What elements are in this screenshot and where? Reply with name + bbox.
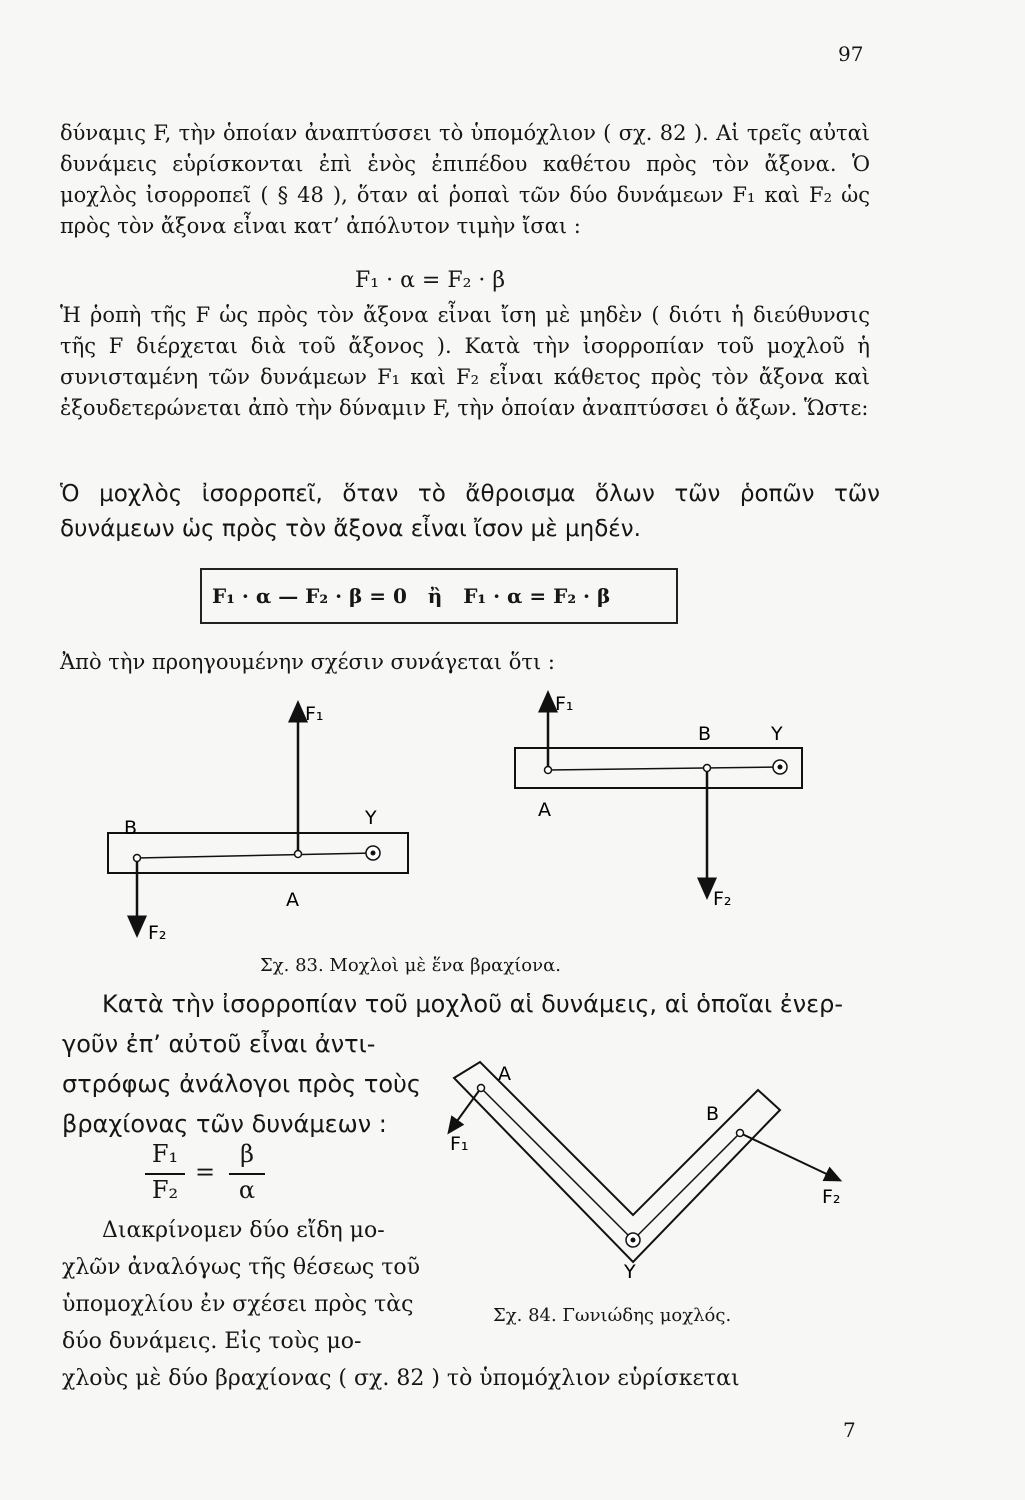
- fig84-force-f2-arrow: [740, 1133, 835, 1178]
- right-label-f1: F₁: [555, 693, 574, 715]
- right-label-a: A: [538, 799, 551, 821]
- angular-lever-bar: [454, 1062, 780, 1262]
- fig84-label-y: Y: [624, 1261, 636, 1283]
- para4-line-5: χλοὺς μὲ δύο βραχίονας ( σχ. 82 ) τὸ ὑπομόχλιον εὑρίσκεται: [62, 1366, 740, 1391]
- para4-line-4: δύο δυνάμεις. Εἰς τοὺς μο-: [62, 1329, 362, 1354]
- boxed-formula: [200, 568, 678, 624]
- paragraph-lever-forces: δύναμις F, τὴν ὁποίαν ἀναπτύσσει τὸ ὑπομόχλιον ( σχ. 82 ). Αἱ τρεῖς αὐταὶ δυνάμεις εὑρίσκονται ἐπὶ ἑνὸς ἐπιπέδου καθέτου πρὸς τὸν ἄξονα. Ὁ μοχλὸς ἰσορροπεῖ ( § 48 ), ὅταν αἱ ῥοπαὶ τῶν δύο δυνάμεων F₁ καὶ F₂ ὡς πρὸς τὸν ἄξονα εἶναι κατ’ ἀπόλυτον τιμὴν ἴσαι :: [60, 121, 870, 238]
- equilibrium-rule: Ὁ μοχλὸς ἰσορροπεῖ, ὅταν τὸ ἄθροισμα ὅλων τῶν ῥοπῶν τῶν δυνάμεων ὡς πρὸς τὸν ἄξονα εἶναι ἴσον μὲ μηδέν.: [60, 481, 880, 542]
- ratio-formula: [145, 1140, 305, 1220]
- para3-line-2: γοῦν ἐπ’ αὐτοῦ εἶναι ἀντι-: [62, 1030, 376, 1058]
- right-label-f2: F₂: [713, 888, 732, 910]
- figure-83: [90, 690, 850, 950]
- ratio-equals: =: [195, 1158, 216, 1186]
- ratio-den-left: F₂: [151, 1176, 179, 1204]
- ratio-num-right: β: [240, 1140, 254, 1168]
- paragraph-resultant: Ἡ ῥοπὴ τῆς F ὡς πρὸς τὸν ἄξονα εἶναι ἴση μὲ μηδὲν ( διότι ἡ διεύθυνσις τῆς F διέρχεται διὰ τοῦ ἄξονος ). Κατὰ τὴν ἰσορροπίαν τοῦ μοχλοῦ ἡ συνισταμένη τῶν δυνάμεων F₁ καὶ F₂ εἶναι κάθετος πρὸς τὸν ἄξονα καὶ ἐξουδετερώνεται ἀπὸ τὴν δύναμιν F, τὴν ὁποίαν ἀναπτύσσει ὁ ἄξων. Ὥστε:: [60, 303, 870, 420]
- footer-page-number: 7: [843, 1418, 856, 1442]
- fig84-label-b: B: [706, 1103, 720, 1125]
- para3-line-1: Κατὰ τὴν ἰσορροπίαν τοῦ μοχλοῦ αἱ δυνάμεις, αἱ ὁποῖαι ἐνερ-: [102, 990, 844, 1018]
- ratio-den-right: α: [238, 1176, 256, 1204]
- right-label-b: B: [698, 723, 712, 745]
- angular-lever-axis: [481, 1088, 740, 1240]
- equation-moments: F₁ · α = F₂ · β: [355, 268, 506, 293]
- left-label-a: A: [286, 889, 299, 911]
- para4-line-3: ὑπομοχλίου ἐν σχέσει πρὸς τὰς: [62, 1292, 414, 1317]
- para3-line-3: στρόφως ἀνάλογοι πρὸς τοὺς: [62, 1070, 421, 1098]
- left-label-y: Y: [365, 807, 377, 829]
- left-label-f2: F₂: [148, 922, 167, 944]
- para4-line-1: Διακρίνομεν δύο εἴδη μο-: [102, 1218, 385, 1243]
- fig84-label-a: A: [498, 1063, 511, 1085]
- fig84-force-f1-arrow: [452, 1088, 481, 1128]
- boxed-formula-text: F₁ · α — F₂ · β = 0 ἢ F₁ · α = F₂ · β: [212, 584, 611, 608]
- figure-84: [440, 1050, 860, 1290]
- page-number: 97: [838, 42, 864, 66]
- figure-83-caption: Σχ. 83. Μοχλοὶ μὲ ἕνα βραχίονα.: [260, 955, 561, 976]
- left-label-f1: F₁: [305, 703, 324, 725]
- fig84-label-f2: F₂: [822, 1186, 841, 1208]
- intro-line: Ἀπὸ τὴν προηγουμένην σχέσιν συνάγεται ὅτι :: [60, 650, 555, 674]
- para3-line-4: βραχίονας τῶν δυνάμεων :: [62, 1110, 387, 1138]
- right-lever-axis: [548, 767, 780, 770]
- right-label-y: Y: [771, 723, 783, 745]
- figure-84-caption: Σχ. 84. Γωνιώδης μοχλός.: [493, 1305, 732, 1326]
- ratio-num-left: F₁: [151, 1140, 179, 1168]
- left-label-b: B: [124, 817, 138, 839]
- fig84-label-f1: F₁: [450, 1133, 469, 1155]
- left-lever-axis: [137, 853, 374, 858]
- para4-line-2: χλῶν ἀναλόγως τῆς θέσεως τοῦ: [62, 1255, 421, 1280]
